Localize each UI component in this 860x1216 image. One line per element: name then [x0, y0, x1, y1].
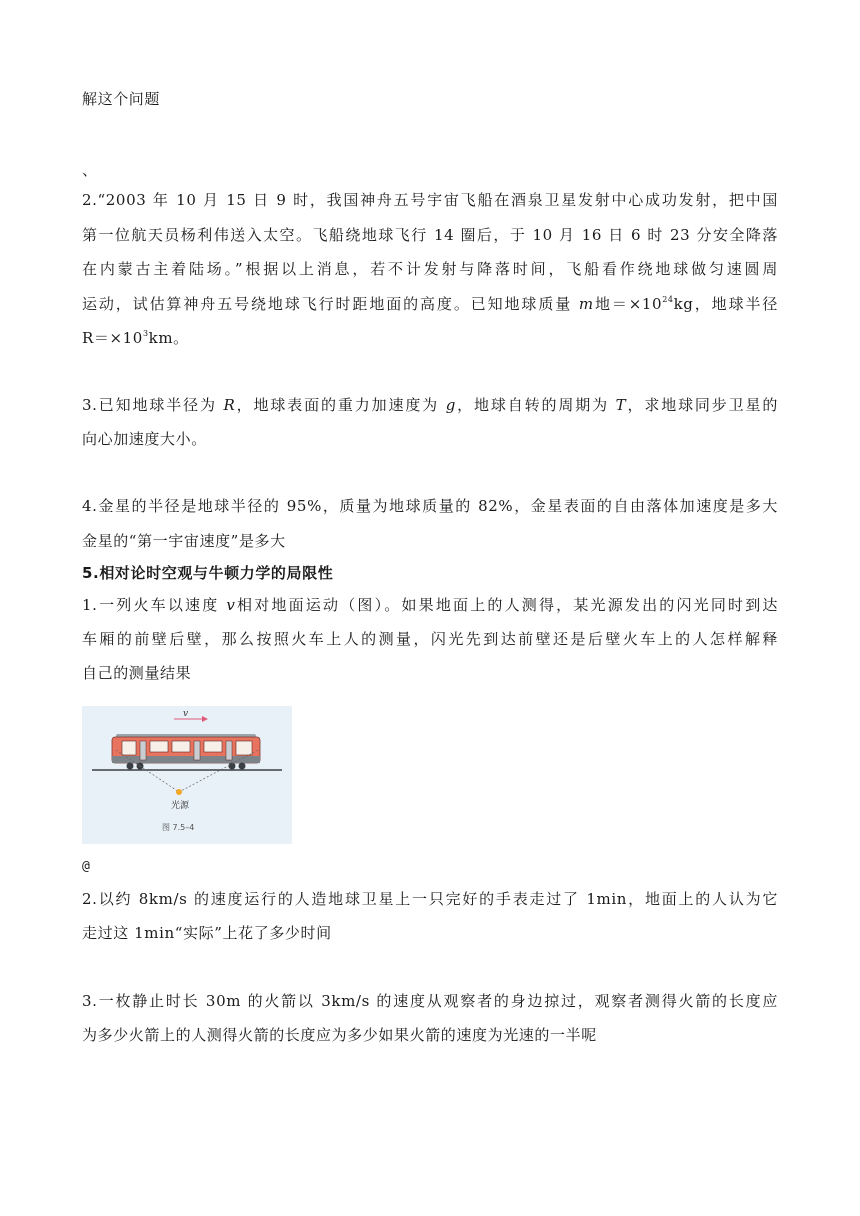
velocity-arrow-head	[202, 716, 208, 722]
train-wheel	[239, 763, 246, 770]
intro-text: 解这个问题	[82, 90, 161, 108]
q2-line-5-text-b: km。	[148, 329, 189, 347]
train-illustration	[82, 706, 292, 844]
q2-mass-symbol: m	[578, 295, 594, 313]
q2-line-4	[82, 294, 778, 314]
q2-line-4-text-a: 运动，试估算神舟五号绕地球飞行时距地面的高度。已知地球质量	[82, 295, 579, 313]
q2-line-4-text-c: kg，地球半径	[673, 295, 778, 313]
train-figure	[82, 706, 292, 844]
q2-line-2: 第一位航天员杨利伟送入太空。飞船绕地球飞行 14 圈后，于 10 月 16 日 6 时 23 分安全降落	[82, 226, 778, 244]
q3-line-1	[82, 395, 778, 415]
train-window	[204, 741, 222, 752]
s5-q3-line-2: 为多少火箭上的人测得火箭的长度应为多少如果火箭的速度为光速的一半呢	[82, 1026, 597, 1044]
s5-q1-line-3: 自己的测量结果	[82, 664, 192, 682]
q4-line-1: 4.金星的半径是地球半径的 95%，质量为地球质量的 82%，金星表面的自由落体加速度是多大	[82, 497, 778, 515]
q4-line-2: 金星的“第一宇宙速度”是多大	[82, 532, 286, 550]
q2-line-3: 在内蒙古主着陆场。”根据以上消息，若不计发射与降落时间，飞船看作绕地球做匀速圆周	[82, 260, 778, 278]
s5-q1-line-2: 车厢的前壁后壁，那么按照火车上人的测量，闪光先到达前壁还是后壁火车上的人怎样解释	[82, 630, 778, 648]
s5-q1-line-1	[82, 595, 778, 615]
at-mark: @	[82, 859, 91, 874]
stray-mark: 、	[82, 161, 98, 179]
q2-line-1: 2.“2003 年 10 月 15 日 9 时，我国神舟五号宇宙飞船在酒泉卫星发射中心成功发射，把中国	[82, 191, 778, 209]
q2-mass-exponent: 24	[662, 295, 674, 304]
figure-caption: 图 7.5–4	[162, 823, 195, 832]
light-source-dot	[176, 789, 182, 795]
q2-line-5	[82, 328, 189, 348]
q3-text-a: 3.已知地球半径为	[82, 396, 224, 414]
q2-line-4-text-b: 地＝×10	[593, 295, 663, 313]
train-window	[236, 741, 252, 755]
s5-q1-text-a: 1.一列火车以速度	[82, 596, 227, 614]
s5-q1-symbol-v: v	[226, 596, 236, 614]
q3-line-2: 向心加速度大小。	[82, 430, 207, 448]
q3-symbol-g: g	[445, 396, 456, 414]
light-source-label: 光源	[171, 801, 190, 811]
train-door	[194, 741, 200, 760]
train-door	[140, 741, 146, 760]
s5-q3-line-1: 3.一枚静止时长 30m 的火箭以 3km/s 的速度从观察者的身边掠过，观察者测得火箭的长度应	[82, 992, 778, 1010]
q3-text-c: ，地球自转的周期为	[455, 396, 616, 414]
q3-text-b: ，地球表面的重力加速度为	[235, 396, 446, 414]
s5-q2-line-1: 2.以约 8km/s 的速度运行的人造地球卫星上一只完好的手表走过了 1min，地面上的人认为它	[82, 890, 778, 908]
train-window	[122, 741, 136, 755]
train-wheel	[127, 763, 134, 770]
q3-symbol-R: R	[223, 396, 236, 414]
q3-symbol-T: T	[615, 396, 627, 414]
q3-text-d: ，求地球同步卫星的	[626, 396, 778, 414]
section-heading: 5.相对论时空观与牛顿力学的局限性	[82, 564, 334, 582]
q2-line-5-text-a: R＝×10	[82, 329, 143, 347]
s5-q2-line-2: 走过这 1min“实际”上花了多少时间	[82, 924, 332, 942]
q2-radius-exponent: 3	[142, 329, 149, 338]
train-window	[150, 741, 168, 752]
train-door	[226, 741, 232, 760]
velocity-label: v	[183, 709, 189, 719]
train-window	[172, 741, 190, 752]
s5-q1-text-b: 相对地面运动（图）。如果地面上的人测得，某光源发出的闪光同时到达	[235, 596, 779, 614]
